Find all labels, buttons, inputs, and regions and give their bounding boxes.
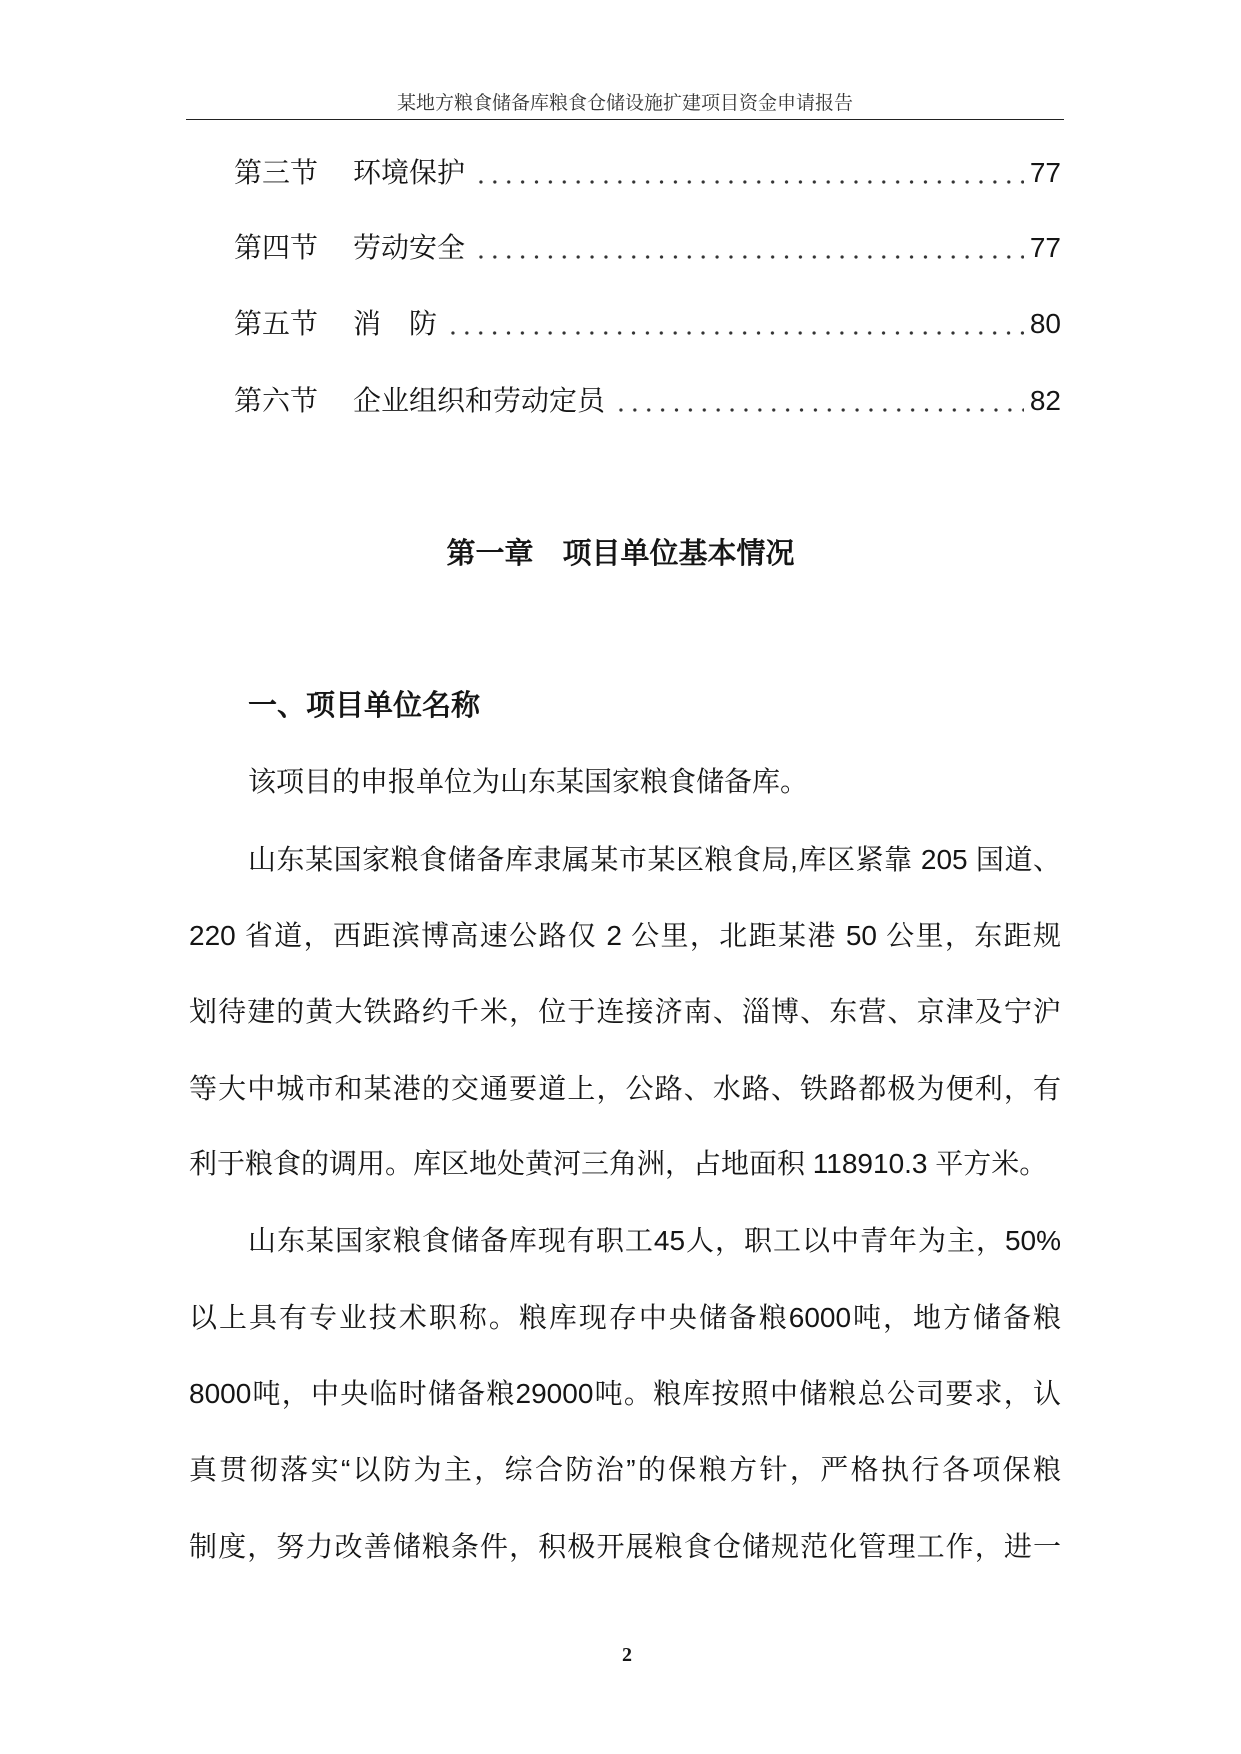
toc-section-number: 第五节: [234, 308, 319, 339]
paragraph-line: 8000吨，中央临时储备粮29000吨。粮库按照中储粮总公司要求，认: [189, 1378, 1061, 1409]
toc-title: 消 防: [353, 308, 438, 339]
toc-entry: [234, 304, 1061, 344]
paragraph-line: 等大中城市和某港的交通要道上，公路、水路、铁路都极为便利，有: [189, 1073, 1061, 1104]
chapter-title: 第一章 项目单位基本情况: [446, 538, 795, 570]
toc-title: 企业组织和劳动定员: [353, 385, 606, 416]
running-header: 某地方粮食储备库粮食仓储设施扩建项目资金申请报告: [396, 93, 853, 114]
paragraph-line: 该项目的申报单位为山东某国家粮食储备库。: [248, 766, 809, 797]
header-rule: [186, 119, 1064, 120]
toc-entry: [234, 228, 1061, 268]
toc-page-number: 77: [1029, 157, 1061, 188]
toc-section-number: 第四节: [234, 232, 319, 263]
paragraph-line: 制度，努力改善储粮条件，积极开展粮食仓储规范化管理工作，进一: [189, 1531, 1061, 1562]
paragraph-line: 山东某国家粮食储备库隶属某市某区粮食局,库区紧靠 205 国道、: [248, 844, 1061, 875]
toc-page-number: 77: [1029, 232, 1061, 263]
toc-section-number: 第三节: [234, 157, 319, 188]
paragraph-line: 以上具有专业技术职称。粮库现存中央储备粮6000吨，地方储备粮: [189, 1302, 1061, 1333]
toc-title: 环境保护: [353, 157, 466, 188]
section-heading: 一、项目单位名称: [248, 690, 481, 722]
toc-dot-leader: [471, 228, 1024, 268]
toc-dot-leader: [443, 304, 1024, 344]
toc-page-number: 82: [1029, 385, 1061, 416]
paragraph-line: 利于粮食的调用。库区地处黄河三角洲，占地面积 118910.3 平方米。: [189, 1148, 1048, 1179]
paragraph-line: 山东某国家粮食储备库现有职工45人，职工以中青年为主，50%: [248, 1225, 1061, 1256]
page-number: 2: [622, 1644, 632, 1666]
toc-entry: [234, 381, 1061, 421]
toc-section-number: 第六节: [234, 385, 319, 416]
toc-title: 劳动安全: [353, 232, 466, 263]
toc-dot-leader: [471, 153, 1024, 193]
paragraph-line: 220 省道，西距滨博高速公路仅 2 公里，北距某港 50 公里，东距规: [189, 920, 1061, 951]
toc-page-number: 80: [1029, 308, 1061, 339]
paragraph-line: 划待建的黄大铁路约千米，位于连接济南、淄博、东营、京津及宁沪: [189, 996, 1061, 1027]
toc-dot-leader: [611, 381, 1024, 421]
toc-entry: [234, 153, 1061, 193]
paragraph-line: 真贯彻落实“以防为主，综合防治”的保粮方针，严格执行各项保粮: [189, 1454, 1061, 1485]
